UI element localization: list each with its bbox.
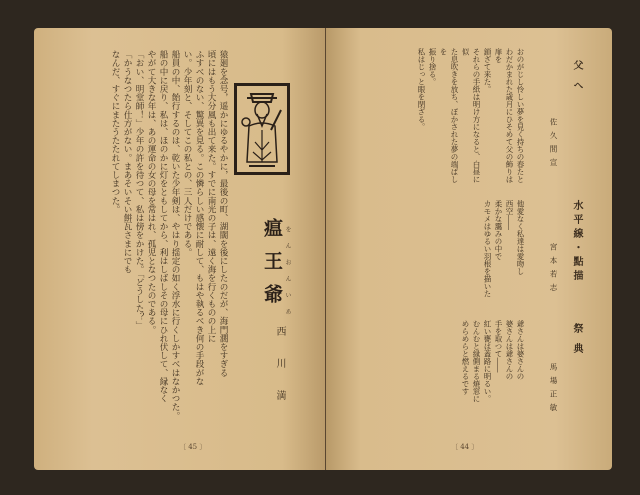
poem-body	[416, 48, 526, 190]
poem-line: わだかまれた歳月にひそめて父の飾りは扉を	[494, 48, 514, 183]
story-author: 西川満	[274, 326, 285, 422]
poem-line: 鎖ざて来た。	[483, 48, 492, 93]
left-page	[34, 28, 326, 470]
body-line: ふすべのない、驚異を見る。この憐らしい感懐に耐して、もはや執るべき何の手段がな	[194, 50, 204, 386]
poem-line: 婆さんは爺さんの	[505, 320, 514, 380]
poem-title: 祭典	[571, 323, 582, 363]
page-number: 〔 44 〕	[451, 443, 479, 451]
body-line: 頃にはもう大分風も出て来た。すでに南光の子は、遠く海を行くものの上に	[206, 50, 216, 343]
story-body	[44, 50, 229, 432]
body-line: 猿廻を念号，遥かにゆるやかに，最後の町、湖闊を後にしたのだが、海門濶をすぎる	[218, 50, 228, 377]
story-title: 瘟王爺	[261, 218, 283, 317]
poem-line: た息吹きを放ち、ぼかされた夢の端ばしを	[439, 48, 459, 183]
poem-line: むんむと縁側まる焼窓に	[472, 320, 481, 403]
poem-line: 柔かな靄みの中で	[494, 200, 503, 260]
story-title-ruby: をんおんいあ	[284, 226, 291, 325]
poem-line: 他愛なく私達は愛吻し	[516, 200, 525, 275]
poem-line: カモメはゆるい羽根を描いた	[483, 200, 492, 298]
page-number: 〔 45 〕	[179, 443, 207, 451]
poem-line: めらめらと燃えるです	[461, 320, 470, 395]
poem-author: 宮本若志	[549, 243, 558, 297]
poem-line: 紅い甕は蓋路に明るい。	[483, 320, 492, 403]
body-line: 「かうなつたら仕方がない。まあそいそい餅瓦さまにでも	[122, 50, 132, 274]
poem-line: それらの手紙は明け方になると、白昼に似	[461, 48, 481, 183]
poem-line: 西空――	[505, 200, 514, 230]
poem-line: 振り捨る。	[428, 48, 437, 86]
poem-body	[460, 320, 526, 430]
body-line: やがて大きな年は、あの運命の女の母を常はれ、孤児となつたのである。	[146, 50, 156, 334]
body-line: なんだ、すぐにまたうたたれてしまつた。	[110, 50, 120, 214]
poem-line: おのがじし怜しい夢を見く持ちの春たと	[516, 48, 525, 183]
poem-author: 馬場正敏	[549, 363, 558, 417]
poem-body	[482, 200, 526, 308]
body-line: 「おい、明堂師！」少年の許を待つて、私は傍をかけた。「どうした？」	[134, 50, 144, 330]
woodcut-illustration	[234, 83, 290, 175]
right-page	[326, 28, 612, 470]
body-line: 船の中に戻り、私は、ほのかに灯をともしてから、利はしばしその母にひれ伏して、縁なく	[158, 50, 168, 403]
body-line: 船員の中、飴行するのは、乾いた少年剣は、やはり揺定の如く浮水に行くしかすべはなかつた。	[170, 50, 180, 420]
poem-line: 爺さんは婆さんの	[516, 320, 525, 380]
poem-author: 佐久間宣	[549, 118, 558, 172]
poem-title: 水平線・點描	[571, 200, 582, 284]
deity-figure-icon	[237, 86, 287, 172]
body-line: い。少年刻と、そしてこの私との、三人だけである。	[182, 50, 192, 257]
poem-line: 私はじっと眼を閉ざる。	[417, 48, 426, 131]
poem-title: 父へ	[571, 60, 582, 100]
poem-line: 手を取つて――	[494, 320, 503, 373]
